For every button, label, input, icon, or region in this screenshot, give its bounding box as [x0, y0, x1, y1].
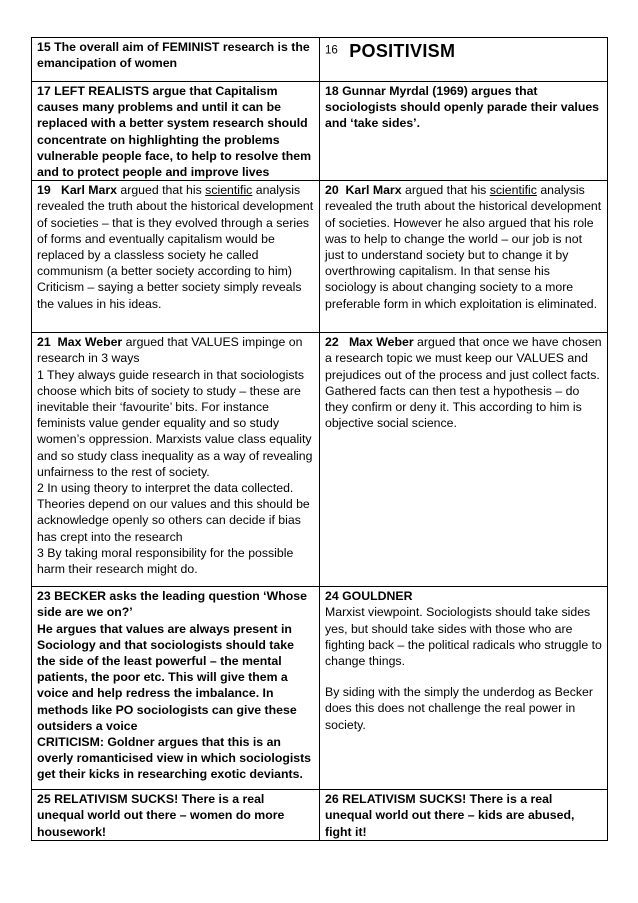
table-row	[32, 181, 608, 333]
cell-21-number: 21	[37, 335, 58, 350]
cell-17: 17 LEFT REALISTS argue that Capitalism causes many problems and until it can be replaced with a better system research should concentrate on highlighting the problems vulnerable people face, to help to resolve them and to protect people and improve lives	[32, 82, 320, 181]
cell-20-text-rest: analysis revealed the truth about the historical development of societies. However he also argued that his role was to help to change the world – our job is not just to understand society but to change it by overthrowing capitalism. In that sense his sociology is about changing society to a more preferable form in which exploitation is eliminated.	[325, 183, 605, 311]
cell-23-criticism: CRITICISM: Goldner argues that this is an overly romanticised view in which sociologists get their kicks in researching exotic deviants.	[37, 735, 312, 782]
cell-19-text: argued that his	[116, 183, 206, 198]
cell-23-argument: He argues that values are always present in Sociology and that sociologists should take the side of the least powerful – the mental patients, the poor etc. This will give them a voice and help redress the imbalance. In methods like PO sociologists can give these outsiders a voice	[37, 621, 297, 733]
table-row	[32, 333, 608, 587]
cell-21-point-1: 1 They always guide research in that sociologists choose which bits of society to study – these are inevitable their ‘favourite’ bits. For instance feminists value gender equality and so study women’s oppression. Marxists value class equality and so study class inequality as a way of revealing unfairness to the rest of society.	[37, 367, 313, 479]
cell-19-number: 19	[37, 183, 61, 198]
cell-22-name: Max Weber	[348, 335, 414, 350]
cell-20	[320, 181, 608, 333]
cell-19	[32, 181, 320, 333]
cell-24-title: 24 GOULDNER	[325, 589, 413, 604]
cell-21-point-2: 2 In using theory to interpret the data collected. Theories depend on our values and this should be acknowledge openly so others can decide if bias has crept into the research	[37, 481, 310, 544]
cell-20-name: Karl Marx	[345, 183, 402, 198]
cell-15: 15 The overall aim of FEMINIST research is the emancipation of women	[32, 38, 320, 82]
cell-21-name: Max Weber	[57, 335, 123, 350]
cell-26: 26 RELATIVISM SUCKS! There is a real unequal world out there – kids are abused, fight it!	[320, 790, 608, 841]
cell-22-number: 22	[325, 335, 349, 350]
table-row	[32, 587, 608, 790]
cell-20-underlined: scientific	[489, 183, 537, 198]
cell-24-para-1: Marxist viewpoint. Sociologists should take sides yes, but should take sides with those who are fighting back – the political radicals who struggle to change things.	[325, 605, 602, 669]
cell-16-title: POSITIVISM	[349, 40, 456, 61]
table-row	[32, 82, 608, 181]
cell-19-name: Karl Marx	[60, 183, 117, 198]
cell-20-text: argued that his	[401, 183, 490, 198]
cell-24-para-2: By siding with the simply the underdog as Becker does this does not challenge the real power in society.	[325, 685, 593, 732]
cell-24	[320, 587, 608, 790]
cell-22-text: argued that once we have chosen a research topic we must keep our VALUES and prejudices out of the process and just collect facts. Gathered facts can then test a hypothesis – do they confirm or deny it. This according to him is objective social science.	[325, 335, 606, 431]
cell-21	[32, 333, 320, 587]
cell-18: 18 Gunnar Myrdal (1969) argues that sociologists should openly parade their values and ‘take sides’.	[320, 82, 608, 181]
cell-22	[320, 333, 608, 587]
cell-19-text-rest: analysis revealed the truth about the historical development of societies – that is they evolved through a series of forms and eventually capitalism would be replaced by a classless society he called communism (a better society according to him) Criticism – saying a better society simply reveals the values in his ideas.	[37, 183, 317, 311]
cell-19-underlined: scientific	[205, 183, 253, 198]
cell-20-number: 20	[325, 183, 346, 198]
cell-21-intro: argued that VALUES impinge on research in 3 ways	[37, 335, 306, 366]
cell-21-point-3: 3 By taking moral responsibility for the possible harm their research might do.	[37, 545, 294, 577]
cell-25: 25 RELATIVISM SUCKS! There is a real unequal world out there – women do more housework!	[32, 790, 320, 841]
document-table	[31, 37, 608, 841]
cell-23-question: 23 BECKER asks the leading question ‘Whose side are we on?’	[37, 589, 307, 620]
cell-23	[32, 587, 320, 790]
cell-16-number: 16	[325, 44, 338, 57]
cell-16	[320, 38, 608, 82]
table-row	[32, 38, 608, 82]
table-row	[32, 790, 608, 841]
